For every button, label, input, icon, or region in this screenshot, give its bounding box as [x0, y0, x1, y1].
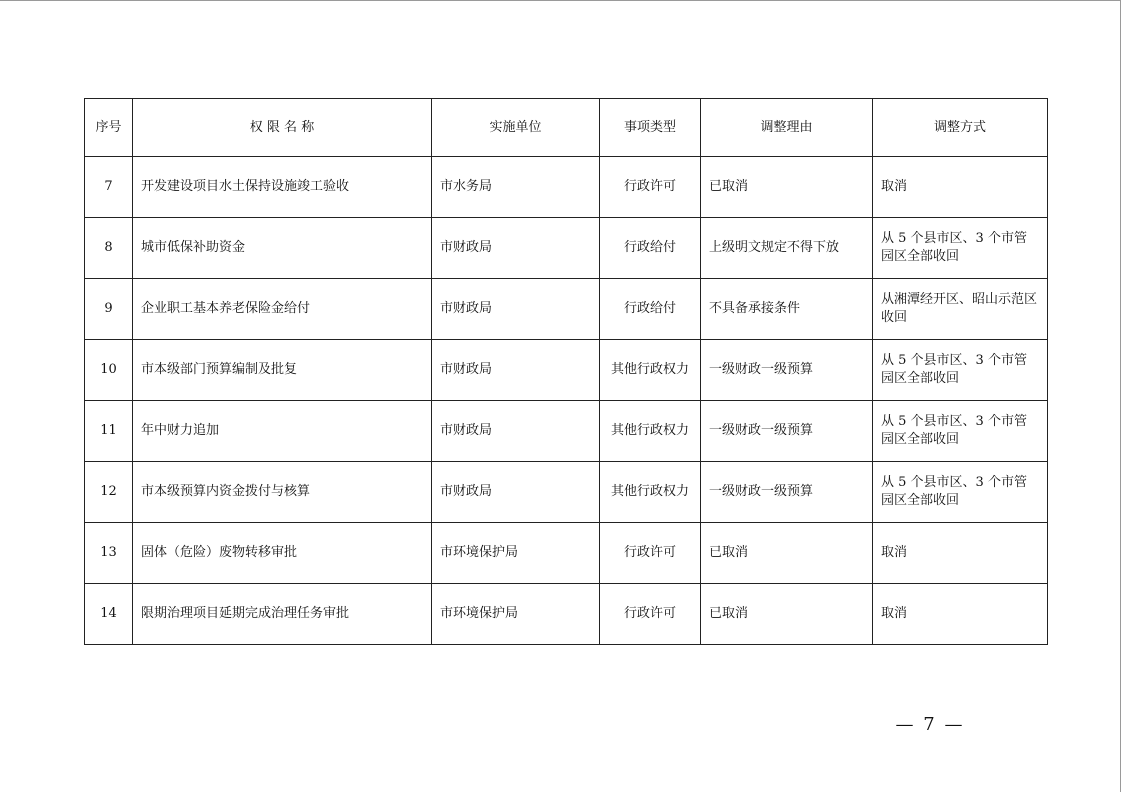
- cell-index: 8: [85, 218, 133, 279]
- cell-method: 从湘潭经开区、昭山示范区收回: [873, 279, 1048, 340]
- header-index: 序号: [85, 99, 133, 157]
- header-name: 权 限 名 称: [133, 99, 432, 157]
- cell-type: 其他行政权力: [600, 340, 701, 401]
- cell-unit: 市财政局: [432, 401, 600, 462]
- cell-type: 其他行政权力: [600, 462, 701, 523]
- cell-type: 行政给付: [600, 218, 701, 279]
- table-row: [85, 401, 1048, 462]
- table-row: [85, 157, 1048, 218]
- cell-name: 固体（危险）废物转移审批: [133, 523, 432, 584]
- cell-index: 10: [85, 340, 133, 401]
- cell-method: 从 5 个县市区、3 个市管园区全部收回: [873, 340, 1048, 401]
- table-row: [85, 218, 1048, 279]
- cell-name: 企业职工基本养老保险金给付: [133, 279, 432, 340]
- cell-reason: 已取消: [701, 157, 873, 218]
- cell-index: 14: [85, 584, 133, 645]
- cell-reason: 已取消: [701, 523, 873, 584]
- cell-name: 年中财力追加: [133, 401, 432, 462]
- cell-unit: 市财政局: [432, 462, 600, 523]
- cell-index: 13: [85, 523, 133, 584]
- cell-name: 城市低保补助资金: [133, 218, 432, 279]
- cell-index: 7: [85, 157, 133, 218]
- cell-unit: 市财政局: [432, 279, 600, 340]
- table-header-row: [85, 99, 1048, 157]
- cell-method: 从 5 个县市区、3 个市管园区全部收回: [873, 462, 1048, 523]
- cell-name: 市本级部门预算编制及批复: [133, 340, 432, 401]
- cell-unit: 市环境保护局: [432, 523, 600, 584]
- cell-method: 从 5 个县市区、3 个市管园区全部收回: [873, 218, 1048, 279]
- cell-reason: 一级财政一级预算: [701, 340, 873, 401]
- page-number: — 7 —: [895, 714, 965, 735]
- cell-reason: 已取消: [701, 584, 873, 645]
- header-method: 调整方式: [873, 99, 1048, 157]
- cell-method: 取消: [873, 584, 1048, 645]
- cell-unit: 市水务局: [432, 157, 600, 218]
- cell-type: 行政许可: [600, 584, 701, 645]
- table-row: [85, 340, 1048, 401]
- cell-unit: 市财政局: [432, 218, 600, 279]
- cell-method: 从 5 个县市区、3 个市管园区全部收回: [873, 401, 1048, 462]
- table-row: [85, 279, 1048, 340]
- cell-index: 12: [85, 462, 133, 523]
- cell-type: 其他行政权力: [600, 401, 701, 462]
- table-row: [85, 584, 1048, 645]
- cell-reason: 一级财政一级预算: [701, 462, 873, 523]
- cell-type: 行政许可: [600, 523, 701, 584]
- authority-adjustment-table: [84, 98, 1048, 645]
- header-type: 事项类型: [600, 99, 701, 157]
- cell-reason: 不具备承接条件: [701, 279, 873, 340]
- header-unit: 实施单位: [432, 99, 600, 157]
- cell-unit: 市环境保护局: [432, 584, 600, 645]
- cell-method: 取消: [873, 523, 1048, 584]
- cell-index: 9: [85, 279, 133, 340]
- header-reason: 调整理由: [701, 99, 873, 157]
- table-row: [85, 523, 1048, 584]
- cell-reason: 上级明文规定不得下放: [701, 218, 873, 279]
- cell-name: 限期治理项目延期完成治理任务审批: [133, 584, 432, 645]
- cell-method: 取消: [873, 157, 1048, 218]
- cell-name: 市本级预算内资金拨付与核算: [133, 462, 432, 523]
- cell-name: 开发建设项目水土保持设施竣工验收: [133, 157, 432, 218]
- cell-type: 行政给付: [600, 279, 701, 340]
- cell-type: 行政许可: [600, 157, 701, 218]
- table-row: [85, 462, 1048, 523]
- cell-reason: 一级财政一级预算: [701, 401, 873, 462]
- cell-unit: 市财政局: [432, 340, 600, 401]
- cell-index: 11: [85, 401, 133, 462]
